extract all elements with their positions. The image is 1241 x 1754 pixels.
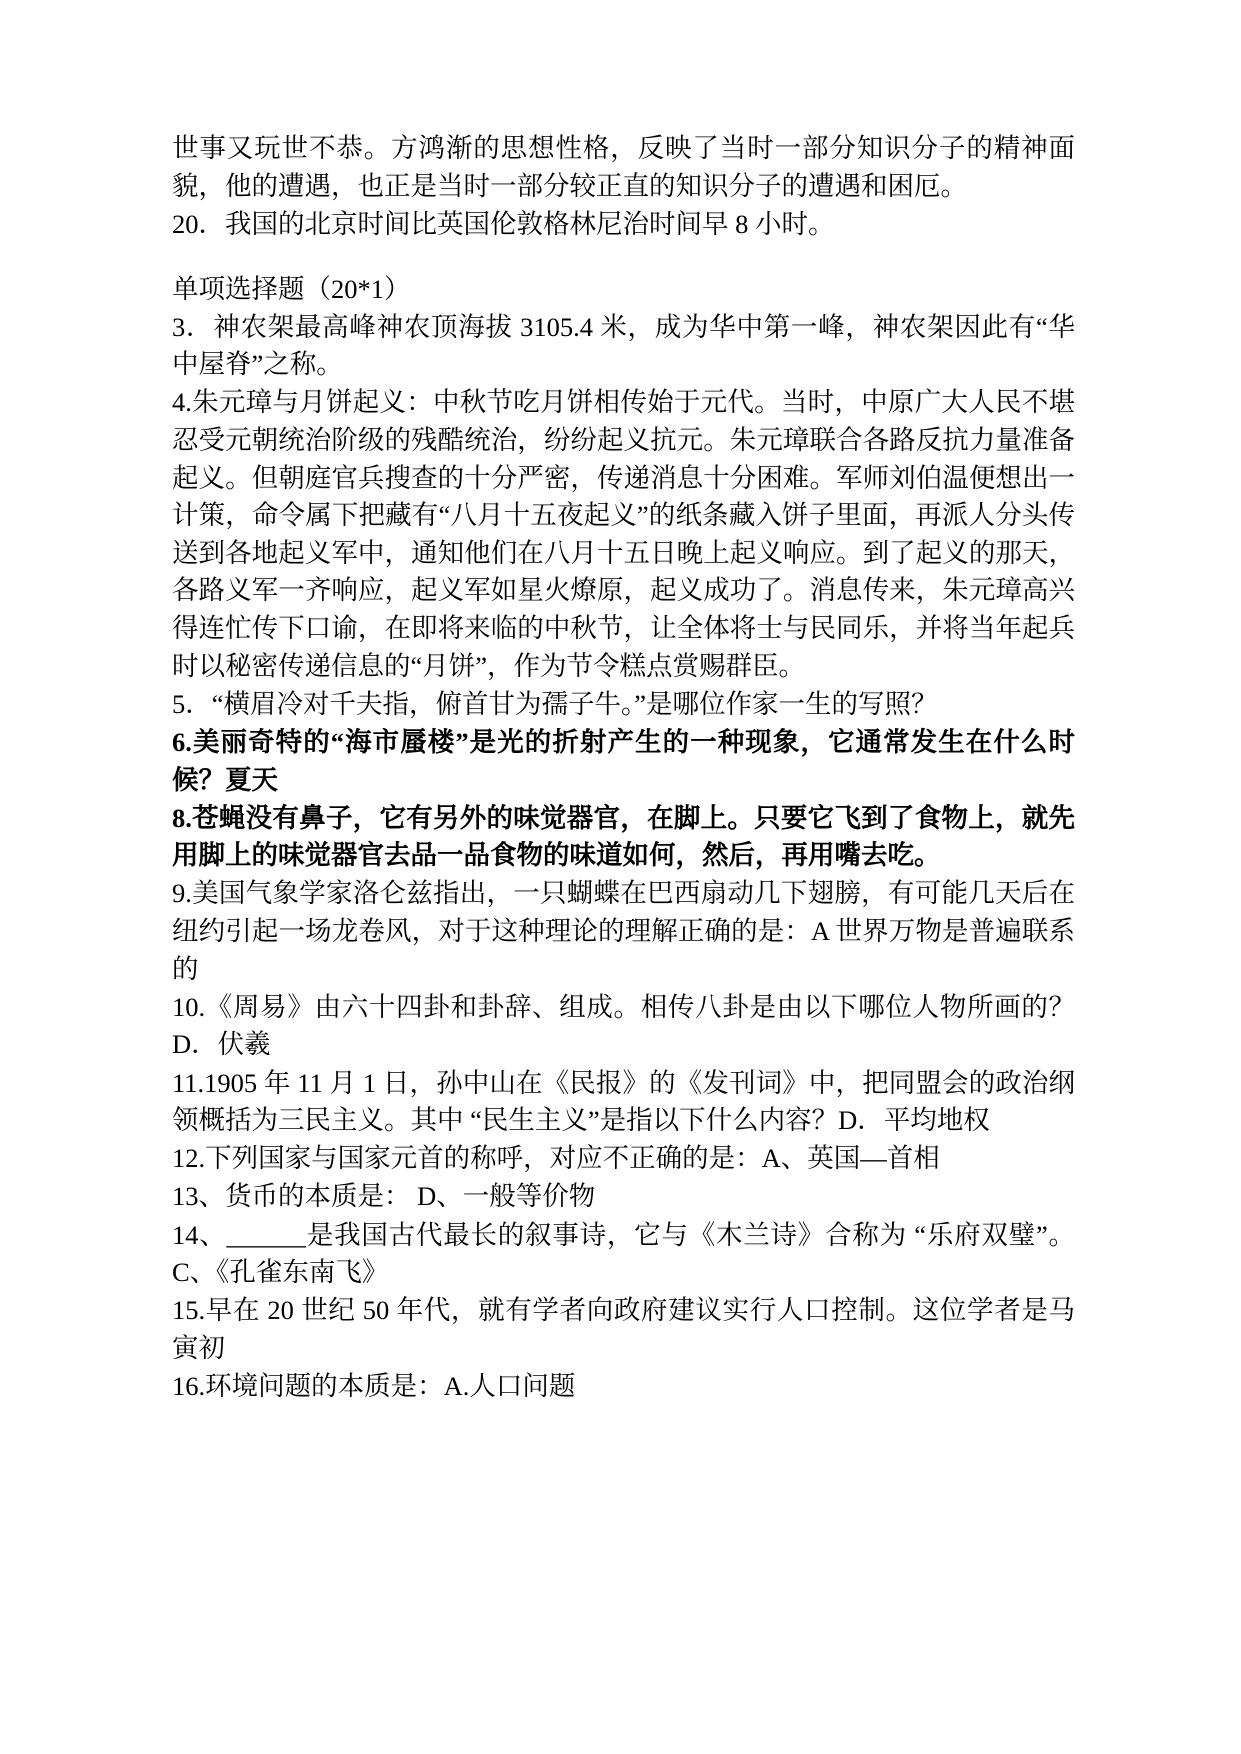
paragraph-item-16: 16.环境问题的本质是：A.人口问题 (172, 1371, 576, 1401)
paragraph-item-3: 3．神农架最高峰神农顶海拔 3105.4 米，成为华中第一峰，神农架因此有“华中屋脊”之称。 (172, 311, 1075, 380)
paragraph-item-14: 14、______是我国古代最长的叙事诗，它与《木兰诗》合称为 “乐府双璧”。 C、《孔雀东南飞》 (172, 1219, 1082, 1288)
paragraph-item-5: 5．“横眉冷对千夫指，俯首甘为孺子牛。”是哪位作家一生的写照？ (172, 688, 938, 719)
paragraph-item-13: 13、货币的本质是： D、一般等价物 (172, 1181, 596, 1212)
document-body (172, 130, 1082, 1406)
paragraph-continued-text: 世事又玩世不恭。方鸿渐的思想性格，反映了当时一部分知识分子的精神面貌，他的遭遇，也正是当时一部分较正直的知识分子的遭遇和困厄。 (172, 133, 1075, 201)
paragraph-item-15: 15.早在 20 世纪 50 年代，就有学者向政府建议实行人口控制。这位学者是马寅初 (172, 1295, 1075, 1363)
paragraph-item-10: 10.《周易》由六十四卦和卦辞、组成。相传八卦是由以下哪位人物所画的？D．伏羲 (172, 991, 1075, 1060)
paragraph-item-12: 12.下列国家与国家元首的称呼，对应不正确的是：A、英国—首相 (172, 1143, 940, 1174)
paragraph-item-9: 9.美国气象学家洛仑兹指出，一只蝴蝶在巴西扇动几下翅膀，有可能几天后在纽约引起一场龙卷风，对于这种理论的理解正确的是：A 世界万物是普遍联系的 (172, 878, 1075, 984)
paragraph-item-8: 8.苍蝇没有鼻子，它有另外的味觉器官，在脚上。只要它飞到了食物上，就先用脚上的味觉器官去品一品食物的味道如何，然后，再用嘴去吃。 (172, 802, 1075, 871)
paragraph-item-6: 6.美丽奇特的“海市蜃楼”是光的折射产生的一种现象，它通常发生在什么时候？夏天 (172, 726, 1075, 795)
paragraph-section-heading: 单项选择题（20*1） (172, 273, 411, 304)
paragraph-item-20: 20．我国的北京时间比英国伦敦格林尼治时间早 8 小时。 (172, 208, 835, 239)
paragraph-item-4: 4.朱元璋与月饼起义：中秋节吃月饼相传始于元代。当时，中原广大人民不堪忍受元朝统治阶级的残酷统治，纷纷起义抗元。朱元璋联合各路反抗力量准备起义。但朝庭官兵搜查的十分严密，传递消息十分困难。军师刘伯温便想出一计策，命令属下把藏有“八月十五夜起义”的纸条藏入饼子里面，再派人分头传送到各地起义军中，通知他们在八月十五日晚上起义响应。到了起义的那天，各路义军一齐响应，起义军如星火燎原，起义成功了。消息传来，朱元璋高兴得连忙传下口谕，在即将来临的中秋节，让全体将士与民同乐，并将当年起兵时以秘密传递信息的“月饼”，作为节令糕点赏赐群臣。 (172, 387, 1075, 681)
paragraph-blank-line (172, 244, 1075, 271)
paragraph-item-11: 11.1905 年 11 月 1 日，孙中山在《民报》的《发刊词》中，把同盟会的政治纲领概括为三民主义。其中 “民生主义”是指以下什么内容？D．平均地权 (172, 1067, 1075, 1136)
